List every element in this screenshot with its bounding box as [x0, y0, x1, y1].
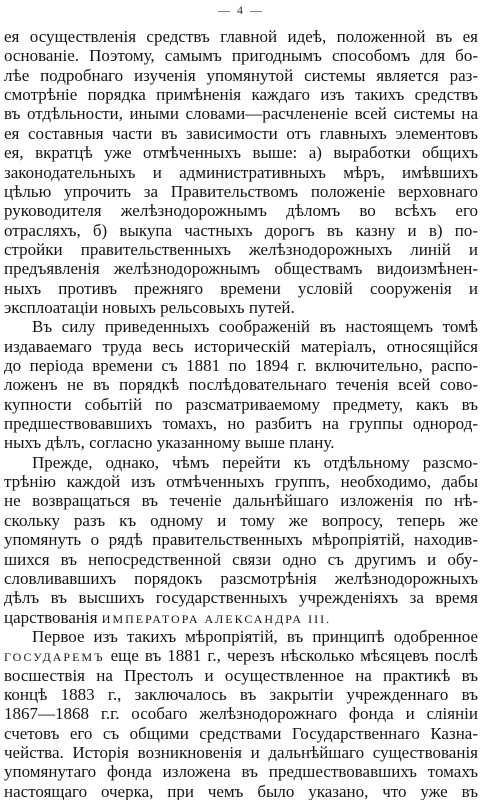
line-text: дѣлъ въ высшихъ государственныхъ учрежденіяхъ за время	[4, 588, 478, 608]
line-text: ложенъ не въ порядкѣ послѣдовательнаго теченія всей сово-	[4, 375, 478, 395]
line-text: упомянутаго фонда изложена въ предшествовавшихъ томахъ	[4, 762, 478, 782]
line-text: царствованія	[4, 607, 102, 627]
line-text: эксплоатаціи новыхъ рельсовыхъ путей.	[4, 297, 295, 317]
line-text: шихся въ непосредственной связи одно съ другимъ и обу-	[4, 549, 478, 569]
line-text: стройки правительственныхъ желѣзнодорожныхъ линій и	[4, 239, 478, 259]
line-text: скольку разъ къ одному и тому же вопросу, теперь же	[4, 510, 478, 530]
line-text: концѣ 1883 г., заключалось въ закрытіи учрежденнаго въ	[4, 684, 478, 704]
line-text: законодательныхъ и административныхъ мѣръ, имѣвшихъ	[4, 162, 478, 182]
line-text: издаваемаго труда весь историческій матеріалъ, относящійся	[4, 336, 478, 356]
line-text: 1867—1868 г.г. особаго желѣзнодорожнаго фонда и сліяніи	[4, 704, 478, 724]
line-text: счетовъ его съ общими средствами Государственнаго Казна-	[4, 723, 478, 743]
line-text: въ отдѣльности, иными словами—расчлененіе всей системы на	[4, 104, 478, 124]
line-text: восшествія на Престолъ и осуществленное на практикѣ въ	[4, 665, 478, 685]
line-text: ныхъ противъ прежняго времени условій сооруженія и	[4, 278, 478, 298]
line-text: основаніе. Поэтому, самымъ пригоднымъ способомъ для бо-	[4, 46, 478, 66]
line-text: ея составныя части въ зависимости отъ главныхъ элементовъ	[4, 123, 478, 143]
line-text: руководителя желѣзнодорожнымъ дѣломъ во всѣхъ его	[4, 201, 478, 221]
line-text: настоящаго очерка, при чемъ было указано, что уже въ	[4, 781, 478, 800]
line-text: отрасляхъ, б) выкупа частныхъ дорогъ въ казну и в) по-	[4, 220, 478, 240]
text-line	[4, 781, 478, 800]
document-page	[4, 0, 478, 800]
small-caps-text: ГОСУДАРЕМЪ	[4, 650, 105, 665]
line-text: трѣнію каждой изъ отмѣченныхъ группъ, необходимо, дабы	[4, 472, 478, 492]
line-text: Прежде, однако, чѣмъ перейти къ отдѣльному разсмо-	[32, 452, 478, 472]
line-text: ныхъ дѣлъ, согласно указанному выше плану.	[4, 433, 335, 453]
line-text: смотрѣніе порядка примѣненія каждаго изъ такихъ средствъ	[4, 85, 478, 105]
line-text: предъявленія желѣзнодорожнымъ обществамъ видоизмѣнен-	[4, 259, 478, 279]
page-number: — 4 —	[218, 3, 264, 17]
line-text: Первое изъ такихъ мѣропріятій, въ принципѣ одобренное	[32, 626, 478, 646]
line-text: чейства. Исторія возникновенія и дальнѣйшаго существованія	[4, 743, 478, 762]
line-text: упомянуть о рядѣ правительственныхъ мѣропріятій, находив-	[4, 530, 478, 550]
line-text: лѣе подробнаго изученія упомянутой системы является раз-	[4, 65, 478, 85]
line-text: Въ силу приведенныхъ соображеній въ настоящемъ томѣ	[32, 317, 478, 337]
line-text: ея осуществленія средствъ главной идеѣ, положенной въ ея	[4, 27, 478, 46]
line-text: ея, вкратцѣ уже отмѣченныхъ выше: а) выработки общихъ	[4, 143, 478, 163]
line-text: цѣлью упрочить за Правительствомъ положеніе верховнаго	[4, 181, 478, 201]
small-caps-text: ИМПЕРАТОРА АЛЕКСАНДРА III.	[101, 611, 332, 626]
line-text: словливавшихъ порядокъ разсмотрѣнія желѣзнодорожныхъ	[4, 568, 478, 588]
line-text: купности событій по разсматриваемому предмету, какъ въ	[4, 394, 478, 414]
line-text: не возвращаться въ теченіе дальнѣйшаго изложенія по нѣ-	[4, 491, 478, 511]
line-text: предшествовавшихъ томахъ, но разбитъ на группы однород-	[4, 414, 478, 433]
line-text: до періода времени съ 1881 по 1894 г. включительно, распо-	[4, 356, 478, 375]
line-text: еще въ 1881 г., черезъ нѣсколько мѣсяцевъ послѣ	[104, 646, 478, 666]
